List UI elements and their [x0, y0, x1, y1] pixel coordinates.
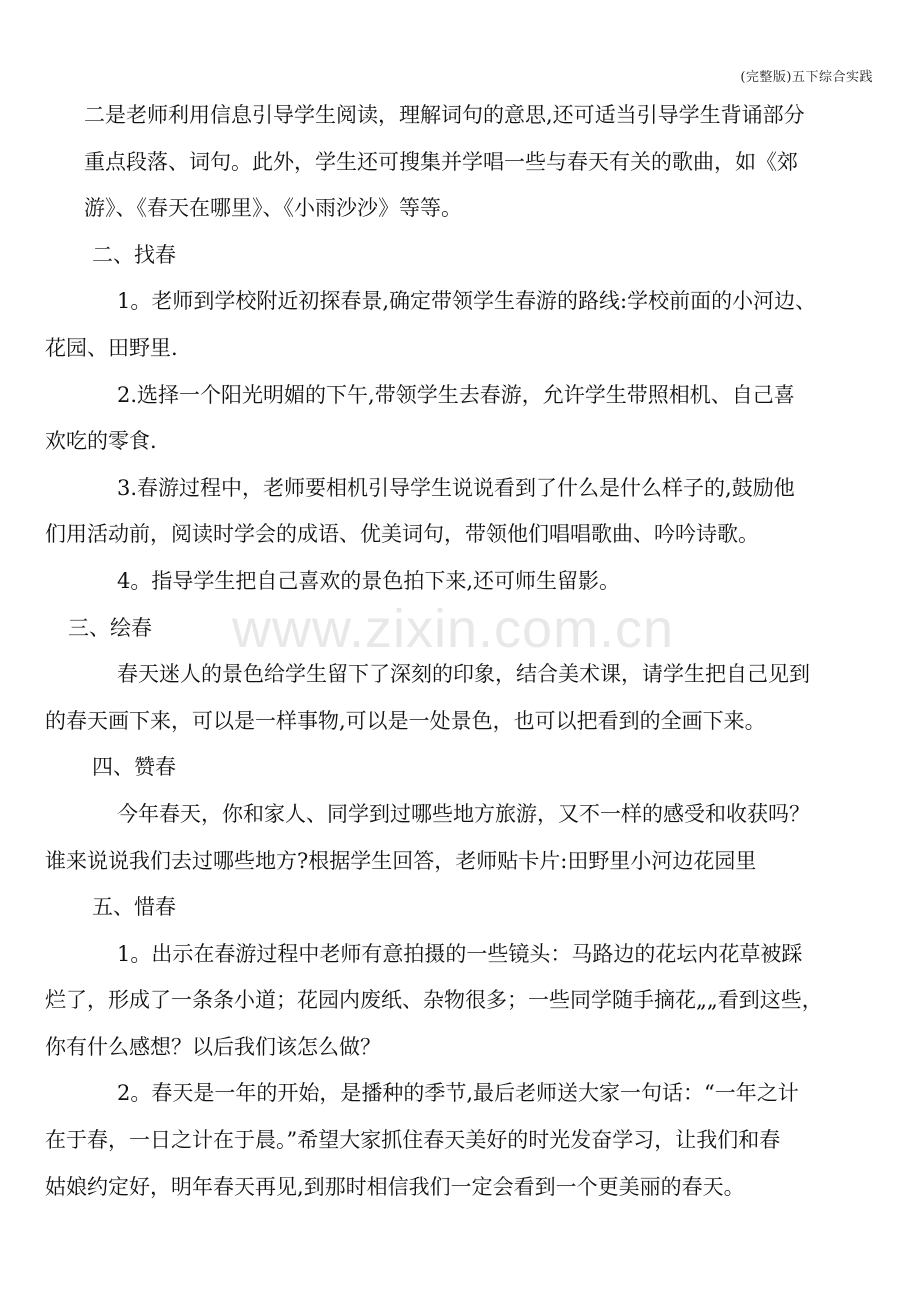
section-heading-find-spring: 二、找春 — [92, 242, 176, 267]
text-line: 今年春天，你和家人、同学到过哪些地方旅游，又不一样的感受和收获吗？ — [117, 801, 810, 826]
text-line: 3.春游过程中，老师要相机引导学生说说看到了什么是什么样子的,鼓励他 — [117, 475, 795, 500]
text-line: 2.选择一个阳光明媚的下午,带领学生去春游，允许学生带照相机、自己喜 — [117, 382, 795, 407]
text-line: 们用活动前，阅读时学会的成语、优美词句，带领他们唱唱歌曲、吟吟诗歌。 — [45, 522, 759, 547]
text-line: 的春天画下来，可以是一样事物,可以是一处景色，也可以把看到的全画下来。 — [45, 708, 766, 733]
text-line: 游》、《春天在哪里》、《小雨沙沙》等等。 — [84, 196, 462, 221]
text-line: 重点段落、词句。此外，学生还可搜集并学唱一些与春天有关的歌曲，如《郊 — [84, 149, 798, 174]
text-line: 4。指导学生把自己喜欢的景色拍下来,还可师生留影。 — [117, 568, 621, 593]
text-line: 花园、田野里. — [45, 335, 178, 360]
text-line: 姑娘约定好，明年春天再见,到那时相信我们一定会看到一个更美丽的春天。 — [45, 1174, 745, 1199]
text-line: 谁来说说我们去过哪些地方?根据学生回答，老师贴卡片:田野里小河边花园里 — [45, 848, 757, 873]
section-heading-draw-spring: 三、绘春 — [68, 615, 152, 640]
section-heading-cherish-spring: 五、惜春 — [92, 895, 176, 920]
document-body — [45, 92, 877, 1210]
text-line: 2。春天是一年的开始，是播种的季节,最后老师送大家一句话：“一年之计 — [117, 1081, 799, 1106]
text-line: 欢吃的零食. — [45, 429, 157, 454]
watermark: www.zixin.com.cn — [232, 599, 675, 659]
text-line: 在于春，一日之计在于晨。”希望大家抓住春天美好的时光发奋学习，让我们和春 — [45, 1128, 781, 1153]
text-line: 春天迷人的景色给学生留下了深刻的印象，结合美术课，请学生把自己见到 — [117, 662, 810, 687]
text-line: 1。出示在春游过程中老师有意拍摄的一些镜头：马路边的花坛内花草被踩 — [117, 941, 803, 966]
page-header: (完整版)五下综合实践 — [740, 70, 873, 85]
text-line: 你有什么感想？以后我们该怎么做？ — [45, 1034, 381, 1059]
section-heading-praise-spring: 四、赞春 — [92, 755, 176, 780]
text-line: 烂了，形成了一条条小道；花园内废纸、杂物很多；一些同学随手摘花„„看到这些， — [45, 988, 823, 1013]
text-line: 1。老师到学校附近初探春景,确定带领学生春游的路线:学校前面的小河边、 — [117, 289, 817, 314]
text-line: 二是老师利用信息引导学生阅读，理解词句的意思,还可适当引导学生背诵部分 — [84, 103, 805, 127]
